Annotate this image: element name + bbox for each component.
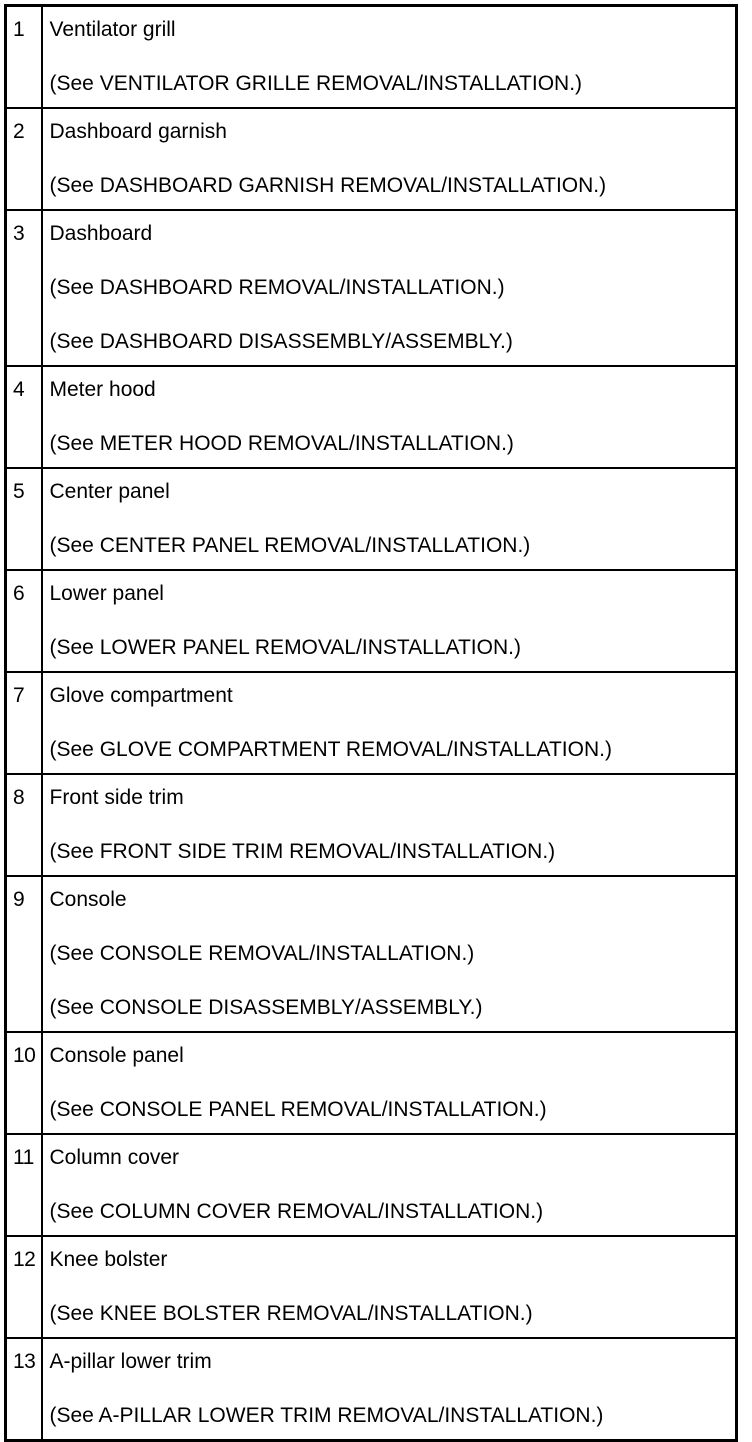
row-spacer	[50, 1428, 736, 1439]
part-number: 5	[6, 468, 42, 570]
part-reference-link[interactable]: (See CONSOLE REMOVAL/INSTALLATION.)	[49, 942, 475, 965]
part-description-cell	[42, 1338, 737, 1441]
part-number: 2	[6, 108, 42, 210]
part-name: Knee bolster	[49, 1248, 168, 1271]
part-name: Meter hood	[49, 378, 156, 401]
table-row	[6, 366, 737, 468]
part-description-cell	[42, 1236, 737, 1338]
part-description-cell	[42, 468, 737, 570]
part-name: Console	[49, 888, 127, 911]
part-number: 11	[6, 1134, 42, 1236]
part-reference-link[interactable]: (See GLOVE COMPARTMENT REMOVAL/INSTALLATION.)	[49, 738, 612, 761]
part-reference-link[interactable]: (See DASHBOARD REMOVAL/INSTALLATION.)	[49, 276, 505, 299]
table-row	[6, 468, 737, 570]
part-number: 9	[6, 876, 42, 1032]
table-row	[6, 1032, 737, 1134]
part-number: 13	[6, 1338, 42, 1441]
part-name: Ventilator grill	[49, 18, 176, 41]
part-reference-link[interactable]: (See DASHBOARD DISASSEMBLY/ASSEMBLY.)	[49, 330, 513, 353]
table-row	[6, 1236, 737, 1338]
part-number: 10	[6, 1032, 42, 1134]
table-row	[6, 1338, 737, 1441]
part-reference-link[interactable]: (See CENTER PANEL REMOVAL/INSTALLATION.)	[49, 534, 531, 557]
row-spacer	[50, 558, 736, 569]
part-reference-link[interactable]: (See CONSOLE DISASSEMBLY/ASSEMBLY.)	[49, 996, 483, 1019]
part-number: 1	[6, 6, 42, 109]
part-name: Column cover	[49, 1146, 180, 1169]
part-name: Front side trim	[49, 786, 184, 809]
part-name: Dashboard	[49, 222, 153, 245]
part-name: A-pillar lower trim	[49, 1350, 212, 1373]
part-description-cell	[42, 672, 737, 774]
part-reference-link[interactable]: (See KNEE BOLSTER REMOVAL/INSTALLATION.)	[49, 1302, 533, 1325]
table-row	[6, 6, 737, 109]
part-number: 3	[6, 210, 42, 366]
table-row	[6, 876, 737, 1032]
part-description-cell	[42, 1134, 737, 1236]
part-description-cell	[42, 876, 737, 1032]
table-row	[6, 672, 737, 774]
row-spacer	[50, 198, 736, 209]
table-row	[6, 570, 737, 672]
row-spacer	[50, 864, 736, 875]
part-name: Center panel	[49, 480, 170, 503]
row-spacer	[50, 1122, 736, 1133]
part-reference-link[interactable]: (See VENTILATOR GRILLE REMOVAL/INSTALLATION.)	[49, 72, 583, 95]
row-spacer	[50, 762, 736, 773]
table-row	[6, 1134, 737, 1236]
part-reference-link[interactable]: (See CONSOLE PANEL REMOVAL/INSTALLATION.)	[49, 1098, 547, 1121]
part-number: 4	[6, 366, 42, 468]
part-number: 12	[6, 1236, 42, 1338]
row-spacer	[50, 660, 736, 671]
part-reference-link[interactable]: (See DASHBOARD GARNISH REMOVAL/INSTALLATION.)	[49, 174, 607, 197]
part-description-cell	[42, 366, 737, 468]
row-spacer	[50, 1326, 736, 1337]
table-row	[6, 210, 737, 366]
part-reference-link[interactable]: (See COLUMN COVER REMOVAL/INSTALLATION.)	[49, 1200, 544, 1223]
table-row	[6, 108, 737, 210]
part-name: Console panel	[49, 1044, 184, 1067]
part-number: 7	[6, 672, 42, 774]
part-description-cell	[42, 570, 737, 672]
part-description-cell	[42, 6, 737, 109]
row-spacer	[50, 354, 736, 365]
part-description-cell	[42, 210, 737, 366]
part-name: Lower panel	[49, 582, 164, 605]
part-name: Dashboard garnish	[49, 120, 227, 143]
part-description-cell	[42, 1032, 737, 1134]
part-number: 8	[6, 774, 42, 876]
part-number: 6	[6, 570, 42, 672]
part-description-cell	[42, 774, 737, 876]
row-spacer	[50, 96, 736, 107]
part-reference-link[interactable]: (See LOWER PANEL REMOVAL/INSTALLATION.)	[49, 636, 521, 659]
parts-table-body	[6, 6, 737, 1441]
part-reference-link[interactable]: (See FRONT SIDE TRIM REMOVAL/INSTALLATION.)	[49, 840, 556, 863]
part-name: Glove compartment	[49, 684, 233, 707]
part-description-cell	[42, 108, 737, 210]
parts-reference-table	[4, 4, 738, 1442]
part-reference-link[interactable]: (See METER HOOD REMOVAL/INSTALLATION.)	[49, 432, 514, 455]
row-spacer	[50, 456, 736, 467]
part-reference-link[interactable]: (See A-PILLAR LOWER TRIM REMOVAL/INSTALLATION.)	[49, 1404, 604, 1427]
row-spacer	[50, 1020, 736, 1031]
table-row	[6, 774, 737, 876]
row-spacer	[50, 1224, 736, 1235]
